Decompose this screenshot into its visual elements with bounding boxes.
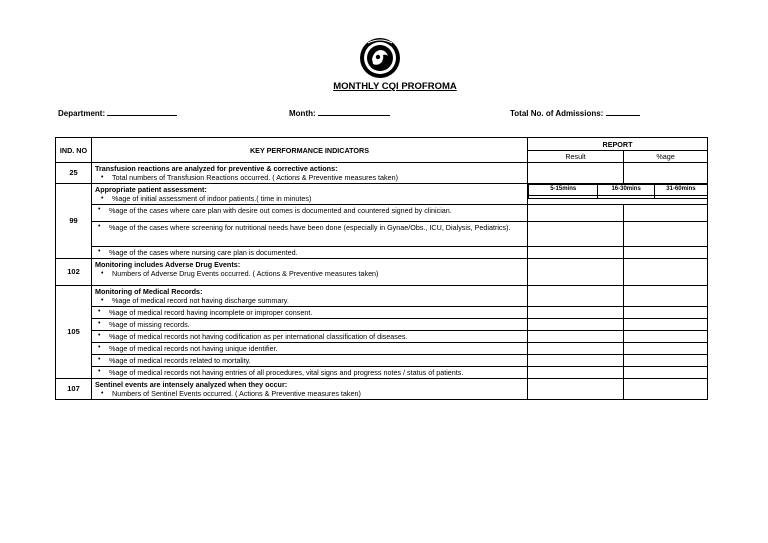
indicator-cell bbox=[92, 286, 528, 307]
ind-no: 99 bbox=[56, 184, 92, 259]
percentage-cell[interactable] bbox=[624, 222, 708, 247]
result-cell[interactable] bbox=[528, 343, 624, 355]
indicator-item: • Numbers of Adverse Drug Events occurred. ( Actions & Preventive measures taken) bbox=[95, 269, 524, 278]
indicator-heading: Transfusion reactions are analyzed for preventive & corrective actions: bbox=[95, 164, 338, 173]
percentage-cell[interactable] bbox=[624, 343, 708, 355]
percentage-cell[interactable] bbox=[624, 286, 708, 307]
admissions-field[interactable]: Total No. of Admissions: bbox=[510, 108, 640, 118]
kpi-header: KEY PERFORMANCE INDICATORS bbox=[92, 138, 528, 163]
indicator-item: • %age of medical records not having codification as per international classification of diseases. bbox=[92, 331, 528, 343]
month-field[interactable]: Month: bbox=[289, 108, 390, 118]
ind-no-header: IND. NO bbox=[56, 138, 92, 163]
result-cell[interactable] bbox=[528, 307, 624, 319]
time-band-cell bbox=[528, 184, 708, 205]
result-header: Result bbox=[528, 151, 624, 163]
indicator-heading: Sentinel events are intensely analyzed when they occur: bbox=[95, 380, 288, 389]
time-band-label: 16-30mins bbox=[598, 185, 654, 196]
ind-no: 25 bbox=[56, 163, 92, 184]
kpi-table bbox=[55, 137, 708, 400]
percentage-cell[interactable] bbox=[624, 247, 708, 259]
indicator-cell bbox=[92, 163, 528, 184]
indicator-cell bbox=[92, 184, 528, 205]
percentage-cell[interactable] bbox=[624, 367, 708, 379]
indicator-cell bbox=[92, 259, 528, 286]
result-cell[interactable] bbox=[528, 247, 624, 259]
result-cell[interactable] bbox=[528, 319, 624, 331]
percentage-cell[interactable] bbox=[624, 259, 708, 286]
result-cell[interactable] bbox=[528, 286, 624, 307]
percentage-cell[interactable] bbox=[624, 319, 708, 331]
percentage-header: %age bbox=[624, 151, 708, 163]
result-cell[interactable] bbox=[528, 259, 624, 286]
percentage-cell[interactable] bbox=[624, 355, 708, 367]
result-cell[interactable] bbox=[528, 379, 624, 400]
indicator-item: • %age of the cases where care plan with desire out comes is documented and countered signed by clinician. bbox=[92, 205, 528, 222]
result-cell[interactable] bbox=[528, 205, 624, 222]
indicator-item: • %age of initial assessment of indoor patients.( time in minutes) bbox=[95, 194, 524, 203]
indicator-heading: Monitoring includes Adverse Drug Events: bbox=[95, 260, 241, 269]
percentage-cell[interactable] bbox=[624, 163, 708, 184]
result-cell[interactable] bbox=[528, 222, 624, 247]
indicator-item: • %age of the cases where screening for nutritional needs have been done (especially in Gynae/Obs., ICU, Dialysis, Pediatrics). bbox=[92, 222, 528, 247]
report-header: REPORT bbox=[528, 138, 708, 151]
indicator-item: • %age of missing records. bbox=[92, 319, 528, 331]
indicator-heading: Appropriate patient assessment: bbox=[95, 185, 207, 194]
indicator-item: • %age of medical records related to mortality. bbox=[92, 355, 528, 367]
indicator-item: • Total numbers of Transfusion Reactions occurred. ( Actions & Preventive measures taken) bbox=[95, 173, 524, 182]
percentage-cell[interactable] bbox=[624, 205, 708, 222]
percentage-cell[interactable] bbox=[624, 379, 708, 400]
indicator-item: • Numbers of Sentinel Events occurred. ( Actions & Preventive measures taken) bbox=[95, 389, 524, 398]
ind-no: 105 bbox=[56, 286, 92, 379]
time-band-value[interactable] bbox=[598, 195, 654, 198]
time-band-value[interactable] bbox=[529, 195, 598, 198]
result-cell[interactable] bbox=[528, 163, 624, 184]
time-band-label: 31-60mins bbox=[654, 185, 707, 196]
indicator-item: • %age of medical records not having unique identifier. bbox=[92, 343, 528, 355]
result-cell[interactable] bbox=[528, 355, 624, 367]
percentage-cell[interactable] bbox=[624, 331, 708, 343]
result-cell[interactable] bbox=[528, 367, 624, 379]
institution-logo bbox=[359, 37, 401, 79]
result-cell[interactable] bbox=[528, 331, 624, 343]
page-title: MONTHLY CQI PROFROMA bbox=[333, 81, 457, 92]
indicator-item: • %age of medical record not having discharge summary. bbox=[95, 296, 524, 305]
indicator-item: • %age of the cases where nursing care plan is documented. bbox=[92, 247, 528, 259]
indicator-heading: Monitoring of Medical Records: bbox=[95, 287, 203, 296]
time-band-value[interactable] bbox=[654, 195, 707, 198]
indicator-cell bbox=[92, 379, 528, 400]
indicator-item: • %age of medical records not having entries of all procedures, vital signs and progress notes / status of patients. bbox=[92, 367, 528, 379]
indicator-item: • %age of medical record having incomplete or improper consent. bbox=[92, 307, 528, 319]
department-field[interactable]: Department: bbox=[58, 108, 177, 118]
time-band-label: 5-15mins bbox=[529, 185, 598, 196]
ind-no: 102 bbox=[56, 259, 92, 286]
ind-no: 107 bbox=[56, 379, 92, 400]
percentage-cell[interactable] bbox=[624, 307, 708, 319]
